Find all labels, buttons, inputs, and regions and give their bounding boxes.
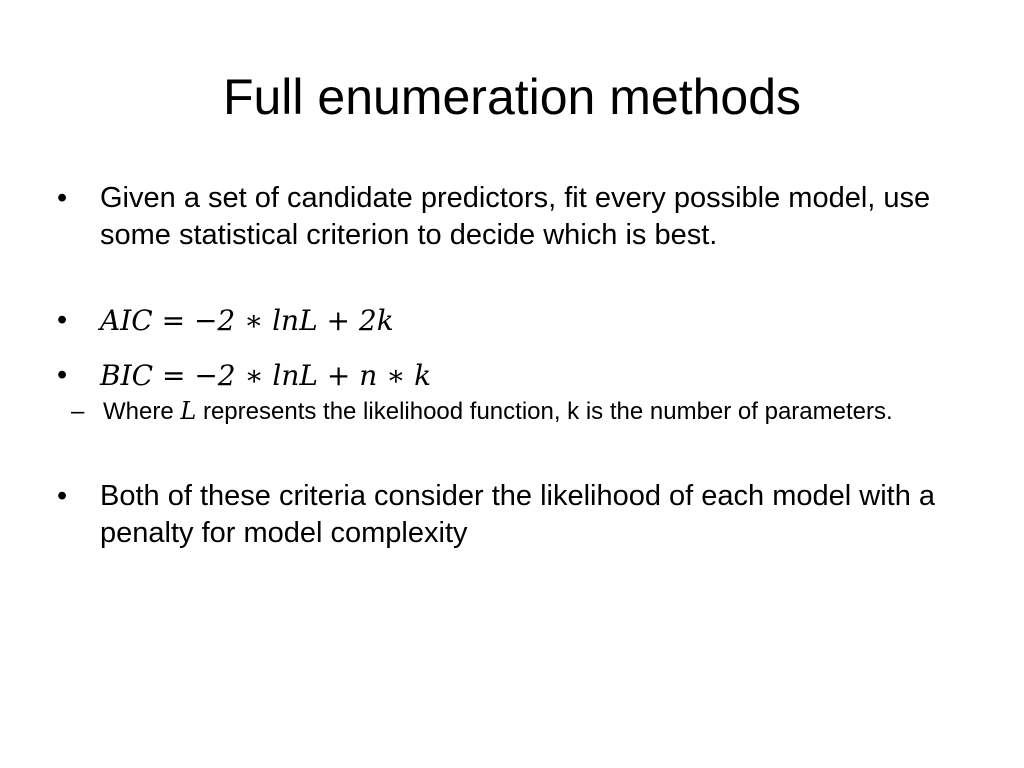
sub-bullet-text-before: Where	[103, 398, 181, 425]
bullet-item-aic-formula	[57, 302, 967, 340]
bullet-text: Both of these criteria consider the likelihood of each model with a penalty for model complexity	[100, 480, 936, 549]
bullet-text: Given a set of candidate predictors, fit every possible model, use some statistical criterion to decide which is best.	[100, 182, 931, 251]
bullet-marker: •	[57, 359, 68, 391]
bic-formula: BIC = −2 ∗ lnL + n ∗ k	[100, 359, 432, 392]
bullet-item-candidate-predictors	[57, 180, 967, 254]
bullet-marker: •	[57, 304, 68, 336]
slide-title: Full enumeration methods	[222, 69, 802, 125]
bullet-item-bic-formula	[57, 357, 967, 395]
sub-bullet-text-after: represents the likelihood function, k is the number of parameters.	[196, 398, 893, 425]
bullet-marker: •	[57, 182, 68, 214]
likelihood-symbol: L	[180, 397, 197, 425]
slide-content	[57, 180, 967, 552]
sub-bullet-marker: –	[71, 398, 85, 425]
bullet-marker: •	[57, 480, 68, 512]
bullet-item-criteria-penalty	[57, 478, 967, 552]
sub-bullet-likelihood-definition	[14, 395, 967, 428]
aic-formula: AIC = −2 ∗ lnL + 2k	[100, 304, 394, 337]
